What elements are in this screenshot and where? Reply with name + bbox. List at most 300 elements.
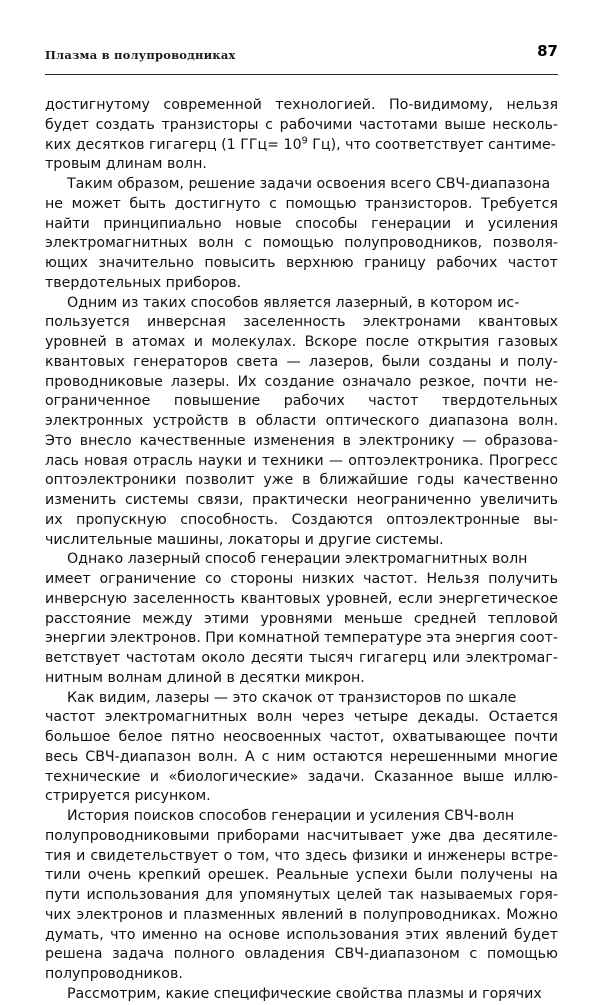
- word: десятиле-: [482, 827, 558, 844]
- word: соот-: [519, 630, 558, 647]
- word: частот: [368, 393, 419, 410]
- word: достигнутому: [45, 97, 150, 113]
- text-line: [45, 550, 558, 570]
- word: уровнями: [260, 610, 333, 627]
- word: частот,: [329, 729, 385, 745]
- word: проводниковые: [45, 373, 163, 390]
- word: лазеров,: [309, 353, 374, 370]
- word: четыре: [353, 709, 409, 726]
- text-line: [45, 610, 558, 630]
- word: Сказанное: [374, 768, 454, 785]
- word: современной: [163, 97, 262, 113]
- word: тили: [45, 867, 81, 884]
- word: и: [413, 847, 423, 864]
- word: орешек.: [207, 867, 270, 884]
- word: генерации: [371, 215, 452, 232]
- word: нельзя: [506, 97, 558, 113]
- word: системы: [125, 492, 189, 508]
- word: на: [204, 926, 222, 943]
- word: отрасль: [132, 452, 193, 469]
- word: генераторов: [133, 353, 229, 370]
- word: ветствует: [45, 650, 121, 666]
- word: после: [365, 334, 410, 350]
- word: что: [274, 847, 300, 864]
- word: белое: [118, 729, 163, 745]
- word: тепловой: [487, 610, 558, 627]
- word: частот: [45, 709, 96, 726]
- word: десяти: [250, 650, 304, 666]
- line-text: нитным волнам длиной в десятки микрон.: [45, 669, 365, 686]
- word: плазменных: [183, 906, 276, 923]
- word: думать,: [45, 926, 104, 943]
- word: низких: [302, 571, 355, 587]
- word: Можно: [506, 906, 558, 923]
- word: физики: [352, 847, 409, 864]
- word: —: [328, 452, 344, 469]
- word: пятно: [170, 729, 215, 745]
- word: большое: [45, 729, 111, 745]
- word: крепкий: [138, 867, 201, 884]
- header-divider-rule: [45, 74, 558, 75]
- word: не-: [534, 373, 558, 390]
- line-text: Рассмотрим, какие специфические свойства плазмы и горячих: [67, 985, 542, 1002]
- word: неограниченно: [356, 492, 472, 508]
- word: остаются: [312, 748, 383, 765]
- word: резкое,: [419, 373, 476, 390]
- word: почти: [483, 373, 527, 390]
- page-header: [45, 42, 558, 70]
- word: использования: [286, 926, 399, 943]
- word: открытия: [417, 334, 490, 350]
- word: Создаются: [291, 511, 373, 528]
- text-line: [45, 827, 558, 847]
- word: волн.: [518, 413, 558, 429]
- word: Прогресс: [488, 452, 558, 469]
- line-text: числительные машины, локаторы и другие системы.: [45, 531, 444, 548]
- word: овладения: [244, 946, 325, 963]
- word: меньше: [343, 610, 403, 627]
- word: тия: [45, 847, 72, 864]
- word: оптического: [325, 413, 420, 429]
- word: уже: [411, 827, 441, 844]
- word: получить: [488, 571, 558, 587]
- word: будет: [45, 116, 89, 133]
- word: этими: [203, 610, 250, 627]
- word: света: [236, 353, 279, 370]
- word: ющих: [45, 255, 88, 271]
- text-line: [45, 313, 558, 333]
- word: новая: [84, 452, 128, 469]
- word: По-видимому,: [388, 97, 494, 113]
- word: инверсная: [147, 314, 226, 331]
- word: с: [244, 235, 253, 252]
- word: —: [462, 432, 477, 449]
- word: приборами: [216, 827, 300, 844]
- word: электронами: [362, 314, 461, 331]
- text-line: [45, 649, 558, 669]
- word: с: [261, 748, 270, 765]
- word: ограниченное: [45, 393, 151, 410]
- word: энергия: [455, 630, 516, 647]
- word: области: [255, 413, 317, 429]
- word: полу-: [517, 353, 558, 370]
- word: рабочими: [279, 116, 353, 133]
- word: квантовых: [45, 353, 125, 370]
- text-line: [45, 294, 558, 314]
- word: науки: [198, 452, 243, 469]
- word: ограничение: [99, 571, 197, 587]
- word: атомах: [131, 334, 186, 350]
- word: заселенность: [243, 314, 346, 331]
- word: инженеры: [427, 847, 506, 864]
- text-line: [45, 333, 558, 353]
- word: качественные: [139, 432, 246, 449]
- word: рабочих: [283, 393, 345, 410]
- word: здесь: [304, 847, 348, 864]
- word: с: [469, 946, 478, 963]
- body-text: [45, 96, 558, 1005]
- word: СВЧ-диапазон: [85, 748, 191, 765]
- line-text: Однако лазерный способ генерации электромагнитных волн: [67, 551, 528, 568]
- word: частот: [507, 255, 558, 271]
- word: их: [45, 511, 63, 528]
- word: лазеры.: [170, 373, 230, 390]
- word: новые: [235, 215, 282, 232]
- word: полного: [173, 946, 235, 963]
- line-text: стрируется рисунком.: [45, 788, 211, 805]
- word: выше: [444, 116, 486, 133]
- word: частотами: [358, 116, 438, 133]
- line-text: Одним из таких способов является лазерный, в котором ис-: [67, 294, 520, 311]
- word: или: [432, 650, 461, 666]
- word: на: [540, 867, 558, 884]
- word: в: [342, 432, 351, 449]
- line-text: История поисков способов генерации и усиления СВЧ-волн: [67, 808, 515, 824]
- text-line: [45, 570, 558, 590]
- word: позволя-: [492, 235, 558, 252]
- word: стороны: [230, 571, 294, 587]
- word: пропускную: [76, 511, 167, 528]
- word: оптоэлектронные: [386, 511, 520, 528]
- word: годы: [417, 472, 455, 489]
- word: может: [71, 195, 121, 212]
- word: А: [244, 748, 255, 765]
- word: свидетельствует: [90, 847, 219, 864]
- text-line: [45, 412, 558, 432]
- word: расстояние: [45, 610, 132, 627]
- text-line: [45, 452, 558, 472]
- text-line: [45, 708, 558, 728]
- word: комнатной: [238, 630, 320, 647]
- word: газовых: [497, 334, 558, 350]
- word: усиления: [487, 215, 558, 232]
- word: получены: [459, 867, 533, 884]
- word: транзисторы: [161, 116, 259, 133]
- text-line: [45, 96, 558, 116]
- text-line: [45, 748, 558, 768]
- word: уровней,: [326, 590, 393, 607]
- word: СВЧ-диапазоном: [334, 946, 460, 963]
- word: качественно: [463, 472, 558, 489]
- word: найти: [45, 215, 90, 232]
- running-head-title: Плазма в полупроводниках: [45, 48, 236, 62]
- word: называемых: [420, 887, 513, 903]
- word: быть: [129, 195, 166, 212]
- word: были: [381, 353, 421, 370]
- word: задача: [112, 946, 164, 963]
- text-line: [45, 432, 558, 452]
- word: пользуется: [45, 314, 130, 331]
- text-line: [45, 195, 558, 215]
- word: и: [499, 353, 510, 370]
- word: повысить: [204, 255, 276, 271]
- word: и: [149, 768, 159, 785]
- word: пути: [45, 887, 81, 903]
- word: молекулах.: [211, 334, 297, 350]
- word: два: [448, 827, 476, 844]
- word: технологией.: [275, 97, 376, 113]
- text-line: [45, 491, 558, 511]
- text-line: [45, 215, 558, 235]
- line-text: тровым длинам волн.: [45, 156, 207, 173]
- word: технические: [45, 768, 141, 785]
- text-line: [45, 906, 558, 926]
- word: вы-: [533, 511, 558, 528]
- text-line: [45, 136, 558, 156]
- line-text: полупроводников.: [45, 966, 183, 982]
- word: устройств: [152, 413, 229, 429]
- word: лась: [45, 452, 79, 469]
- text-line: [45, 234, 558, 254]
- word: изменить: [45, 492, 117, 508]
- text-line: [45, 629, 558, 649]
- word: имеет: [45, 571, 91, 587]
- text-line: [45, 353, 558, 373]
- word: использования: [86, 887, 200, 903]
- word: этих: [405, 926, 439, 943]
- text-line: [45, 847, 558, 867]
- text-line: [45, 866, 558, 886]
- word: электронов.: [109, 630, 201, 647]
- word: будет: [514, 926, 558, 943]
- word: и: [247, 452, 257, 469]
- word: значительно: [98, 255, 194, 271]
- text-line: [45, 985, 558, 1005]
- word: полупроводников,: [344, 235, 483, 252]
- word: позволит: [185, 472, 255, 489]
- word: иллю-: [513, 768, 558, 785]
- word: встре-: [510, 847, 558, 864]
- word: если: [398, 590, 433, 607]
- word: в: [237, 413, 247, 429]
- word: о: [223, 847, 233, 864]
- word: электронных: [45, 413, 144, 429]
- line-text: Таким образом, решение задачи освоения всего СВЧ-диапазона: [67, 176, 551, 192]
- word: не: [45, 195, 64, 212]
- word: неосвоенных: [222, 729, 322, 745]
- word: Нельзя: [426, 571, 480, 587]
- word: основе: [228, 926, 280, 943]
- word: явлений: [280, 906, 344, 923]
- word: Требуется: [481, 195, 558, 212]
- word: Их: [237, 373, 257, 390]
- text-line: [45, 511, 558, 531]
- text-line: [45, 965, 558, 985]
- word: упомянутых: [239, 887, 331, 903]
- word: Реальные: [276, 867, 349, 884]
- word: почти: [514, 729, 558, 745]
- word: Остается: [488, 709, 558, 726]
- word: оптоэлектроника.: [348, 452, 484, 469]
- word: и: [464, 215, 475, 232]
- word: «биологические»: [168, 768, 299, 785]
- word: нерешенными: [389, 748, 497, 765]
- text-line: [45, 807, 558, 827]
- word: декады.: [417, 709, 480, 726]
- word: так: [388, 887, 414, 903]
- word: создание: [264, 373, 335, 390]
- word: квантовых: [478, 314, 558, 331]
- text-line: [45, 945, 558, 965]
- word: частот.: [363, 571, 418, 587]
- word: электромаг-: [465, 650, 558, 666]
- word: частотам: [126, 650, 196, 666]
- word: с: [269, 195, 277, 212]
- word: горя-: [519, 887, 558, 903]
- text-line: [45, 689, 558, 709]
- word: успехи: [355, 867, 408, 884]
- line-text: Как видим, лазеры — это скачок от транзисторов по шкале: [67, 689, 517, 706]
- word: создать: [95, 116, 155, 133]
- word: волн: [256, 709, 293, 726]
- exponent-nine: 9: [301, 134, 308, 146]
- text-line: [45, 175, 558, 195]
- text-line: [45, 886, 558, 906]
- text-line: [45, 531, 558, 551]
- word: том,: [237, 847, 270, 864]
- word: уже: [263, 472, 294, 489]
- word: увеличить: [479, 492, 558, 508]
- word: повышение: [173, 393, 261, 410]
- word: образова-: [484, 432, 558, 449]
- word: температуре: [324, 630, 422, 647]
- word: средней: [413, 610, 477, 627]
- text-line: [45, 274, 558, 294]
- text-line: [45, 116, 558, 136]
- word: в: [115, 334, 124, 350]
- word: явлений: [445, 926, 508, 943]
- word: гигагерц: [359, 650, 427, 666]
- word: ним: [276, 748, 306, 765]
- word: уровней: [45, 334, 107, 350]
- word: Это: [45, 432, 72, 449]
- line-text-a: ких десятков гигагерц (1 ГГц= 10: [45, 136, 302, 153]
- word: волн.: [197, 748, 238, 765]
- word: энергии: [45, 630, 106, 647]
- word: способы: [295, 215, 358, 232]
- word: чих: [45, 906, 71, 923]
- text-line: [45, 471, 558, 491]
- word: в: [302, 472, 311, 489]
- text-line: [45, 254, 558, 274]
- text-line: [45, 392, 558, 412]
- word: и: [193, 334, 203, 350]
- text-line: [45, 373, 558, 393]
- word: практически: [252, 492, 348, 508]
- word: что: [110, 926, 136, 943]
- word: заселенность: [132, 590, 235, 607]
- word: диапазона: [428, 413, 509, 429]
- text-line: [45, 590, 558, 610]
- word: тысяч: [309, 650, 354, 666]
- word: энергетическое: [438, 590, 558, 607]
- word: помощью: [486, 946, 558, 963]
- text-line: [45, 787, 558, 807]
- word: созданы: [428, 353, 492, 370]
- word: именно: [141, 926, 198, 943]
- line-text-b: Гц), что соответствует сантиме-: [307, 136, 556, 153]
- word: очень: [87, 867, 132, 884]
- text-line: [45, 728, 558, 748]
- word: насчитывает: [306, 827, 404, 844]
- word: волн: [198, 235, 234, 252]
- word: целей: [336, 887, 382, 903]
- text-line: [45, 768, 558, 788]
- word: электронику: [358, 432, 455, 449]
- word: означало: [342, 373, 412, 390]
- word: верхнюю: [285, 255, 354, 271]
- word: полупроводниковыми: [45, 827, 210, 844]
- word: изменения: [253, 432, 335, 449]
- word: связи,: [197, 492, 244, 508]
- word: через: [301, 709, 345, 726]
- word: ближайшие: [319, 472, 409, 489]
- word: задачи.: [307, 768, 365, 785]
- word: достигнуто: [174, 195, 261, 212]
- word: весь: [45, 748, 79, 765]
- word: помощью: [262, 235, 334, 252]
- word: охватывающее: [392, 729, 506, 745]
- word: Вскоре: [304, 334, 358, 350]
- word: для: [205, 887, 233, 903]
- word: —: [286, 353, 301, 370]
- word: помощью: [285, 195, 357, 212]
- text-line: [45, 926, 558, 946]
- word: принципиально: [103, 215, 222, 232]
- word: выше: [462, 768, 505, 785]
- text-line: [45, 155, 558, 175]
- word: инверсную: [45, 590, 128, 607]
- line-text: твердотельных приборов.: [45, 274, 242, 291]
- page-number: 87: [537, 42, 558, 60]
- word: способность.: [180, 511, 279, 528]
- word: границу: [364, 255, 426, 271]
- text-line: [45, 669, 558, 689]
- word: и: [168, 906, 178, 923]
- word: техники: [261, 452, 324, 469]
- word: полупроводниках.: [362, 906, 501, 923]
- word: электромагнитных: [104, 709, 248, 726]
- word: эта: [426, 630, 451, 647]
- word: транзисторов.: [365, 195, 473, 212]
- word: твердотельных: [441, 393, 558, 410]
- word: оптоэлектроники: [45, 472, 177, 489]
- word: в: [348, 906, 358, 923]
- word: несколь-: [492, 116, 558, 133]
- word: квантовых: [240, 590, 321, 607]
- word: При: [205, 630, 235, 647]
- word: были: [414, 867, 453, 884]
